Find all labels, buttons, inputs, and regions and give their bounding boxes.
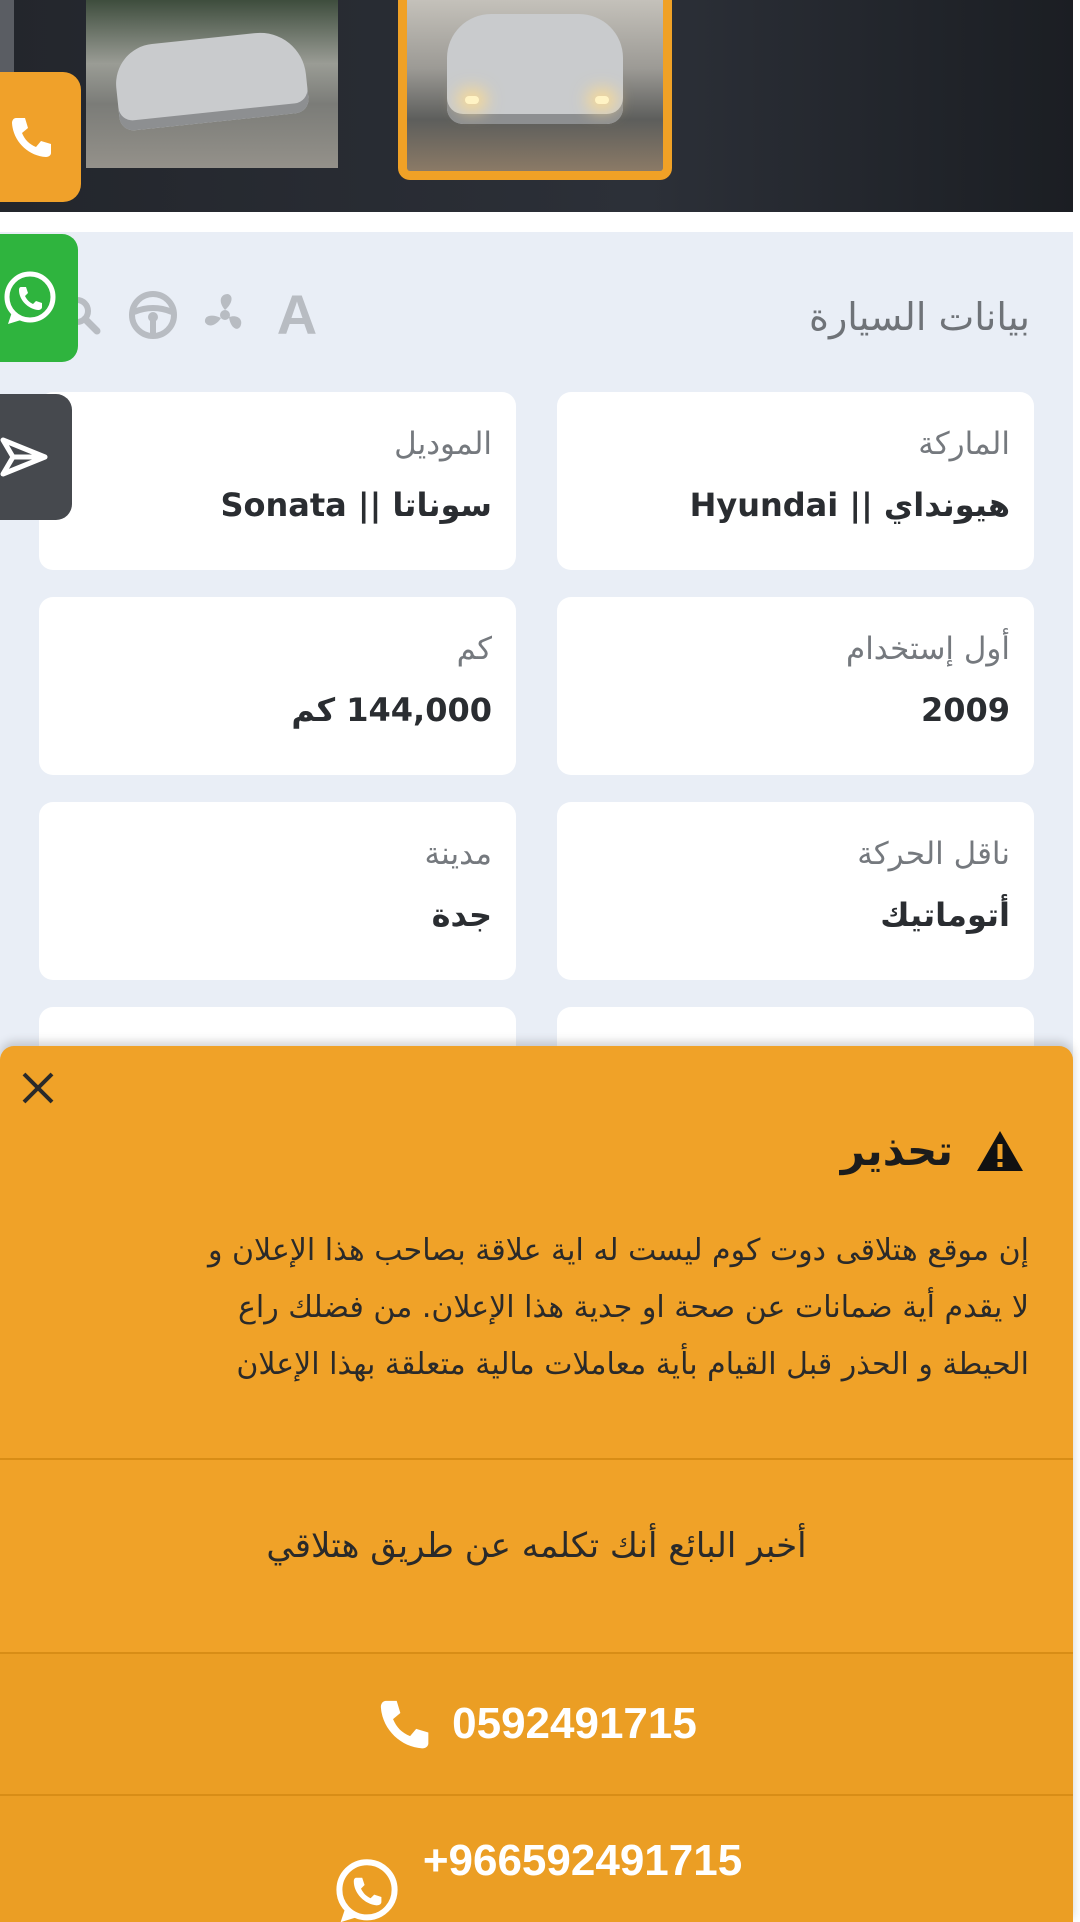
- spec-value: 2009: [920, 691, 1010, 729]
- spec-card-first-use: [557, 597, 1034, 775]
- warning-line: إن موقع هتلاقى دوت كوم ليست له اية علاقة بصاحب هذا الإعلان و: [207, 1233, 1029, 1268]
- warning-title-text: تحذير: [840, 1126, 953, 1175]
- car-image: [447, 14, 623, 124]
- close-icon: [20, 1070, 56, 1106]
- steering-wheel-icon: [128, 290, 178, 340]
- phone-number: 0592491715: [452, 1699, 697, 1748]
- spec-label: مدينة: [424, 836, 492, 872]
- spec-value: جدة: [431, 896, 492, 934]
- spec-label: ناقل الحركة: [857, 836, 1010, 872]
- car-image: [112, 28, 310, 131]
- spec-icons-row: [56, 283, 322, 346]
- spec-card-transmission: [557, 802, 1034, 980]
- tell-seller-text: أخبر البائع أنك تكلمه عن طريق هتلاقي: [266, 1526, 807, 1566]
- whatsapp-button[interactable]: [0, 234, 78, 362]
- spec-value: 144,000 كم: [291, 691, 492, 729]
- spec-label: الماركة: [918, 426, 1010, 462]
- whatsapp-row[interactable]: [0, 1796, 1073, 1922]
- spec-value: هيونداي || Hyundai: [689, 486, 1010, 524]
- automatic-icon: A: [276, 283, 318, 346]
- image-gallery: [0, 0, 1073, 212]
- spec-card-mileage: [39, 597, 516, 775]
- close-button[interactable]: [16, 1066, 60, 1110]
- headlight: [595, 96, 609, 104]
- warning-message: [60, 1222, 1029, 1393]
- whatsapp-icon: [331, 1855, 403, 1922]
- warning-sheet: [0, 1046, 1073, 1922]
- gallery-thumbnail-selected[interactable]: [398, 0, 672, 180]
- share-icon: [0, 430, 53, 484]
- spec-value: أتوماتيك: [880, 896, 1010, 934]
- warning-title: [841, 1126, 1025, 1175]
- whatsapp-icon: [0, 268, 60, 328]
- spec-label: الموديل: [394, 426, 492, 462]
- spec-card-city: [39, 802, 516, 980]
- spec-label: أول إستخدام: [846, 631, 1010, 667]
- warning-line: الحيطة و الحذر قبل القيام بأية معاملات مالية متعلقة بهذا الإعلان: [236, 1347, 1029, 1382]
- page-edge: [1073, 0, 1080, 1922]
- phone-call-row[interactable]: [0, 1654, 1073, 1794]
- warning-icon: [975, 1129, 1025, 1173]
- share-button[interactable]: [0, 394, 72, 520]
- spec-value: سوناتا || Sonata: [220, 486, 492, 524]
- spec-card-brand: [557, 392, 1034, 570]
- spec-label: كم: [456, 631, 492, 667]
- phone-icon: [8, 114, 54, 160]
- spec-card-model: [39, 392, 516, 570]
- whatsapp-number: +966592491715: [422, 1836, 743, 1885]
- call-button[interactable]: [0, 72, 81, 202]
- fan-icon: [200, 290, 250, 340]
- headlight: [465, 96, 479, 104]
- divider: [0, 1458, 1073, 1460]
- warning-line: لا يقدم أية ضمانات عن صحة او جدية هذا الإعلان. من فضلك راع: [238, 1290, 1029, 1325]
- gallery-thumbnail[interactable]: [86, 0, 338, 168]
- phone-icon: [376, 1696, 432, 1752]
- section-title: بيانات السيارة: [809, 295, 1030, 339]
